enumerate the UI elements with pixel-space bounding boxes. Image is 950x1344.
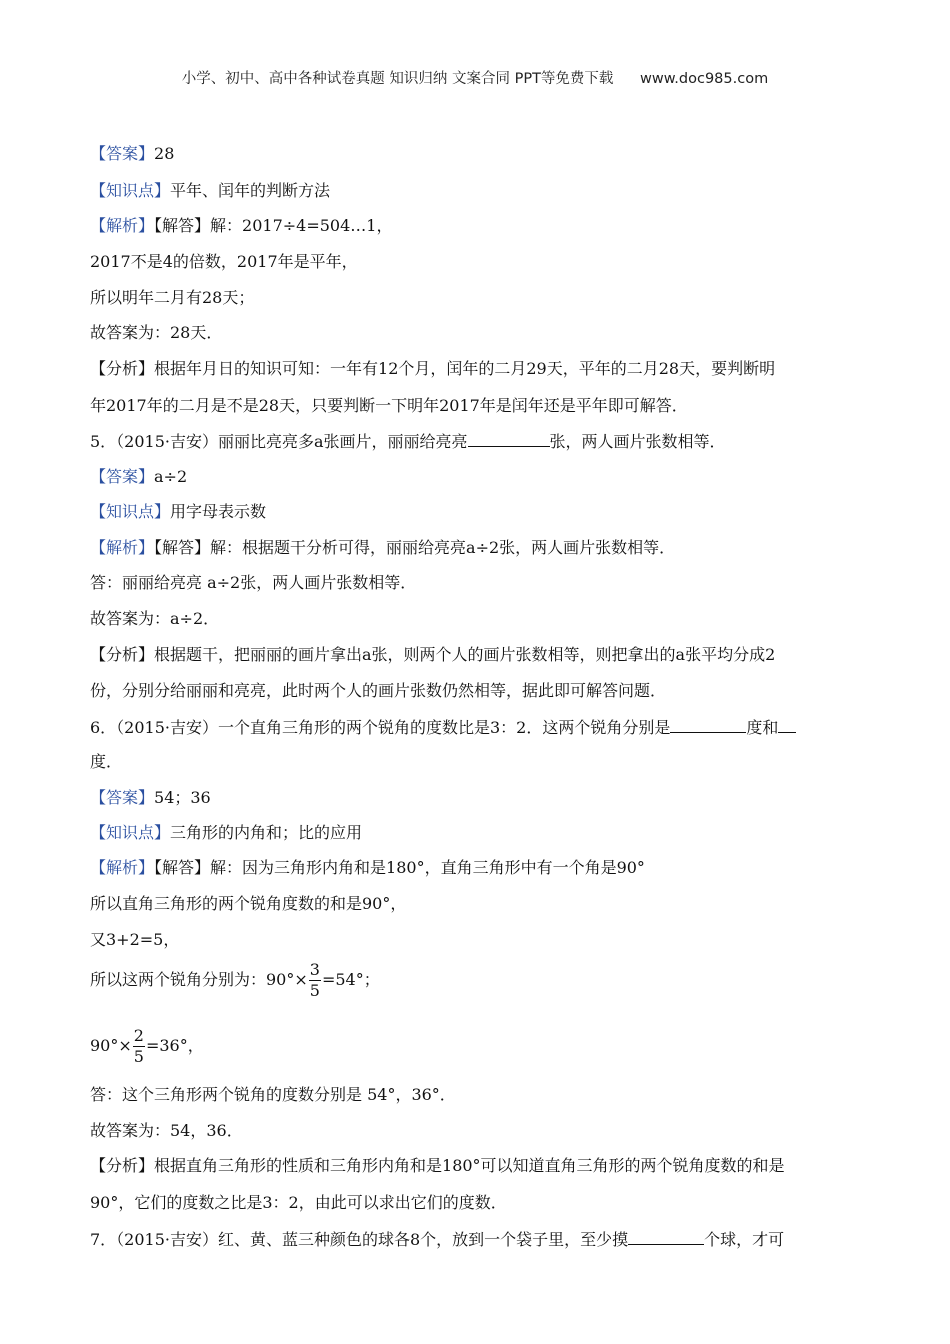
- analysis-tag: 【解析】: [90, 538, 155, 557]
- q7-answer-blank[interactable]: [628, 1228, 704, 1245]
- q6-blank-2[interactable]: [778, 716, 796, 733]
- q5-sol1: 解：根据题干分析可得，丽丽给亮亮a÷2张，两人画片张数相等．: [210, 538, 676, 557]
- fraction-numerator: 2: [133, 1026, 144, 1045]
- q5-sol2: 答：丽丽给亮亮 a÷2张，两人画片张数相等．: [90, 573, 417, 592]
- q6-sol7: 故答案为：54，36．: [90, 1121, 243, 1140]
- q7-stem-b: 个球，才可: [704, 1230, 785, 1249]
- analysis-tag: 【解析】: [90, 216, 155, 235]
- explain-tag: 【分析】: [90, 645, 155, 664]
- q6-sol6: 答：这个三角形两个锐角的度数分别是 54°，36°．: [90, 1085, 456, 1104]
- knowledge-tag: 【知识点】: [90, 502, 171, 521]
- solution-tag: 【解答】: [154, 538, 211, 557]
- page-header: [0, 67, 950, 88]
- solution-tag: 【解答】: [154, 216, 211, 235]
- q4-answer-line: [90, 143, 174, 165]
- q4-expl1: 根据年月日的知识可知：一年有12个月，闰年的二月29天，平年的二月28天，要判断明: [154, 359, 776, 378]
- q7-stem-a: 7．（2015·吉安）红、黄、蓝三种颜色的球各8个，放到一个袋子里，至少摸: [90, 1230, 629, 1249]
- q5-expl1: 根据题干，把丽丽的画片拿出a张，则两个人的画片张数相等，则把拿出的a张平均分成2: [154, 645, 776, 664]
- q5-knowledge: 用字母表示数: [170, 502, 267, 521]
- q6-knowledge: 三角形的内角和；比的应用: [170, 823, 363, 842]
- header-text: 小学、初中、高中各种试卷真题 知识归纳 文案合同 PPT等免费下载: [181, 71, 614, 87]
- q4-sol1: 解：2017÷4=504…1，: [210, 216, 393, 235]
- fraction-denominator: 5: [309, 981, 320, 1000]
- q6-sol4: [90, 962, 380, 999]
- q6-expl1: 根据直角三角形的性质和三角形内角和是180°可以知道直角三角形的两个锐角度数的和是: [154, 1156, 785, 1175]
- q6-sol5-pre: 90°×: [90, 1036, 132, 1055]
- q5-solution-line: [90, 537, 675, 559]
- solution-tag: 【解答】: [154, 858, 211, 877]
- q6-sol2: 所以直角三角形的两个锐角度数的和是90°，: [90, 894, 407, 913]
- q4-sol3: 所以明年二月有28天；: [90, 288, 255, 307]
- q6-answer-line: [90, 787, 211, 809]
- q6-sol3: 又3+2=5，: [90, 930, 180, 949]
- q4-knowledge-line: [90, 180, 330, 202]
- fraction-2-5: [133, 1028, 145, 1065]
- fraction-numerator: 3: [309, 960, 320, 979]
- q6-explain-line: [90, 1155, 785, 1177]
- q6-sol1: 解：因为三角形内角和是180°，直角三角形中有一个角是90°: [210, 858, 645, 877]
- q6-sol5: [90, 1028, 204, 1065]
- header-url[interactable]: www.doc985.com: [640, 71, 769, 87]
- q5-expl2: 份，分别分给丽丽和亮亮，此时两个人的画片张数仍然相等，据此即可解答问题．: [90, 681, 667, 700]
- analysis-tag: 【解析】: [90, 858, 155, 877]
- q4-knowledge: 平年、闰年的判断方法: [170, 181, 331, 200]
- q5-knowledge-line: [90, 501, 266, 523]
- q4-sol4: 故答案为：28天．: [90, 323, 223, 342]
- q4-sol2: 2017不是4的倍数，2017年是平年，: [90, 252, 358, 271]
- q5-stem-a: 5．（2015·吉安）丽丽比亮亮多a张画片，丽丽给亮亮: [90, 432, 468, 451]
- q6-stem-a: 6．（2015·吉安）一个直角三角形的两个锐角的度数比是3：2．这两个锐角分别是: [90, 718, 671, 737]
- q4-solution-line: [90, 215, 392, 237]
- answer-tag: 【答案】: [90, 467, 155, 486]
- q6-stem: [90, 716, 796, 738]
- q6-stem-b: 度和: [746, 718, 779, 737]
- fraction-3-5: [309, 962, 321, 999]
- q4-explain-line: [90, 358, 775, 380]
- q7-stem: [90, 1228, 784, 1250]
- q5-answer: a÷2: [154, 467, 188, 486]
- q6-expl2: 90°，它们的度数之比是3：2，由此可以求出它们的度数．: [90, 1193, 507, 1212]
- answer-tag: 【答案】: [90, 144, 155, 163]
- q5-answer-line: [90, 466, 187, 488]
- q6-answer: 54；36: [154, 788, 211, 807]
- knowledge-tag: 【知识点】: [90, 823, 171, 842]
- q5-sol3: 故答案为：a÷2．: [90, 609, 220, 628]
- q5-stem: [90, 430, 726, 452]
- q6-sol4-pre: 所以这两个锐角分别为：90°×: [90, 970, 308, 989]
- q5-explain-line: [90, 644, 775, 666]
- q6-knowledge-line: [90, 822, 362, 844]
- q6-sol4-post: =54°；: [321, 970, 380, 989]
- q6-solution-line: [90, 857, 645, 879]
- explain-tag: 【分析】: [90, 359, 155, 378]
- answer-tag: 【答案】: [90, 788, 155, 807]
- q4-expl2: 年2017年的二月是不是28天，只要判断一下明年2017年是闰年还是平年即可解答．: [90, 396, 688, 415]
- q6-blank-1[interactable]: [670, 716, 746, 733]
- q6-stem-c: 度．: [90, 752, 123, 771]
- knowledge-tag: 【知识点】: [90, 181, 171, 200]
- fraction-denominator: 5: [133, 1047, 144, 1066]
- q4-answer: 28: [154, 144, 175, 163]
- q6-sol5-post: =36°，: [145, 1036, 204, 1055]
- q5-answer-blank[interactable]: [468, 430, 550, 447]
- explain-tag: 【分析】: [90, 1156, 155, 1175]
- q5-stem-b: 张，两人画片张数相等．: [549, 432, 726, 451]
